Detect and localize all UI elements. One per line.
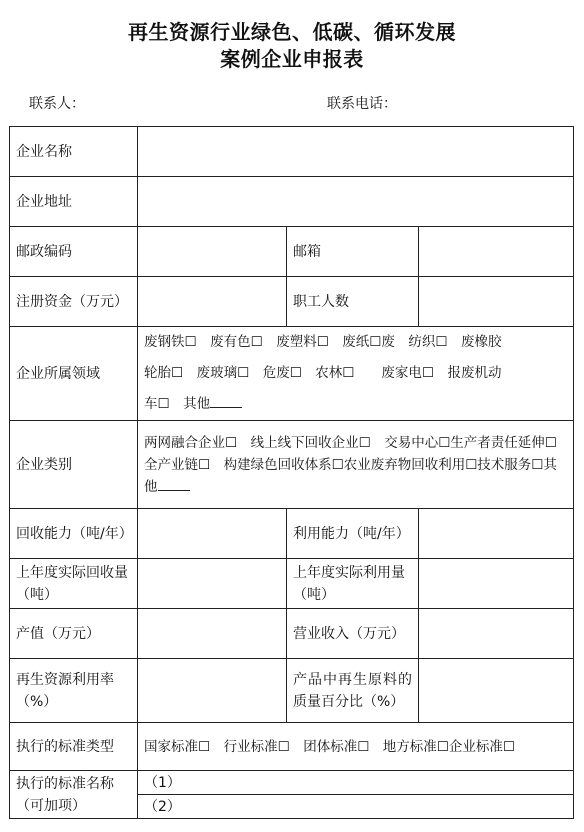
standard-name-item2[interactable]: （2） (138, 795, 574, 819)
output-value-label: 产值（万元） (10, 609, 138, 659)
other-category-blank[interactable] (158, 476, 190, 491)
row-standard-name-1 (10, 771, 574, 795)
last-year-recycled-label: 上年度实际回收量（吨） (10, 559, 138, 609)
contact-phone-label: 联系电话： (327, 96, 397, 112)
output-value-field[interactable] (138, 609, 287, 659)
row-company-name (10, 127, 574, 177)
company-address-field[interactable] (138, 177, 574, 227)
recycling-capacity-field[interactable] (138, 509, 287, 559)
domain-options-line3: 车☐ 其他 (144, 396, 211, 412)
last-year-recycled-field[interactable] (138, 559, 287, 609)
employees-field[interactable] (419, 277, 574, 327)
row-domain (10, 327, 574, 421)
registered-capital-field[interactable] (138, 277, 287, 327)
standard-name-item1[interactable]: （1） (138, 771, 574, 795)
row-company-address (10, 177, 574, 227)
last-year-utilized-label: 上年度实际利用量（吨） (287, 559, 419, 609)
row-utilization-rate (10, 659, 574, 723)
revenue-label: 营业收入（万元） (287, 609, 419, 659)
category-label: 企业类别 (10, 421, 138, 509)
application-form-table (9, 126, 574, 819)
form-title-line1: 再生资源行业绿色、低碳、循环发展 (128, 20, 456, 44)
email-label: 邮箱 (287, 227, 419, 277)
row-postal-email (10, 227, 574, 277)
company-address-label: 企业地址 (10, 177, 138, 227)
category-options-cell[interactable] (138, 421, 574, 509)
utilization-rate-field[interactable] (138, 659, 287, 723)
standard-name-label: 执行的标准名称（可加项） (10, 771, 138, 819)
email-field[interactable] (419, 227, 574, 277)
form-title-line2: 案例企业申报表 (220, 47, 364, 71)
row-category (10, 421, 574, 509)
row-capital-employees (10, 277, 574, 327)
postal-code-label: 邮政编码 (10, 227, 138, 277)
domain-options[interactable] (138, 327, 574, 421)
postal-code-field[interactable] (138, 227, 287, 277)
row-capacity (10, 509, 574, 559)
utilization-capacity-label: 利用能力（吨/年） (287, 509, 419, 559)
other-domain-blank[interactable] (210, 393, 242, 408)
row-last-year (10, 559, 574, 609)
standard-type-options[interactable]: 国家标准☐ 行业标准☐ 团体标准☐ 地方标准☐企业标准☐ (138, 723, 574, 771)
standard-type-label: 执行的标准类型 (10, 723, 138, 771)
domain-options-line3-wrap (144, 389, 567, 420)
utilization-rate-label: 再生资源利用率（%） (10, 659, 138, 723)
company-name-label: 企业名称 (10, 127, 138, 177)
recycled-material-pct-field[interactable] (419, 659, 574, 723)
company-name-field[interactable] (138, 127, 574, 177)
domain-options-line2: 轮胎☐ 废玻璃☐ 危废☐ 农林☐ 废家电☐ 报废机动 (144, 365, 502, 381)
registered-capital-label: 注册资金（万元） (10, 277, 138, 327)
domain-label: 企业所属领域 (10, 327, 138, 421)
recycled-material-pct-label: 产品中再生原料的质量百分比（%） (287, 659, 419, 723)
category-options: 两网融合企业☐ 线上线下回收企业☐ 交易中心☐生产者责任延伸☐全产业链☐ 构建绿色回收体系☐农业废弃物回收利用☐技术服务☐其他 (144, 434, 557, 495)
row-standard-type (10, 723, 574, 771)
row-output-revenue (10, 609, 574, 659)
last-year-utilized-field[interactable] (419, 559, 574, 609)
revenue-field[interactable] (419, 609, 574, 659)
contact-person-label: 联系人： (29, 96, 85, 112)
utilization-capacity-field[interactable] (419, 509, 574, 559)
employees-label: 职工人数 (287, 277, 419, 327)
recycling-capacity-label: 回收能力（吨/年） (10, 509, 138, 559)
domain-options-line1: 废钢铁☐ 废有色☐ 废塑料☐ 废纸☐废 纺织☐ 废橡胶 (144, 334, 502, 350)
